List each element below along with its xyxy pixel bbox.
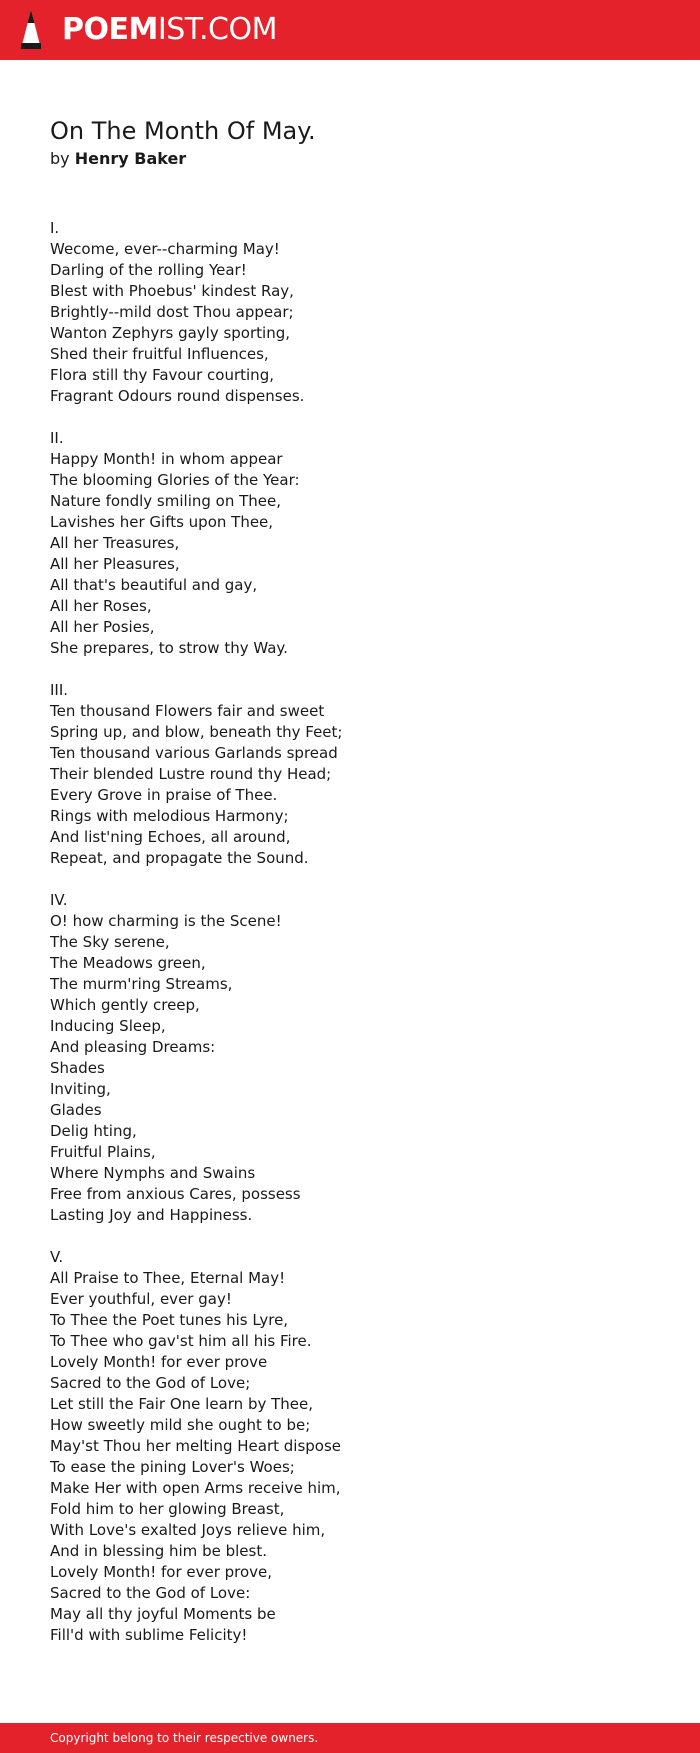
poem-line: To Thee who gav'st him all his Fire. xyxy=(50,1332,312,1350)
poem-line: Spring up, and blow, beneath thy Feet; xyxy=(50,723,343,741)
poem-line: Fold him to her glowing Breast, xyxy=(50,1500,285,1518)
site-logo[interactable] xyxy=(62,13,277,47)
poem-line: O! how charming is the Scene! xyxy=(50,912,282,930)
poem-line: The murm'ring Streams, xyxy=(50,975,233,993)
poem-line: And pleasing Dreams: xyxy=(50,1038,216,1056)
poem-line: Happy Month! in whom appear xyxy=(50,450,283,468)
poem-line: The Sky serene, xyxy=(50,933,170,951)
poem-line: Shades xyxy=(50,1059,105,1077)
poem-line: Fill'd with sublime Felicity! xyxy=(50,1626,248,1644)
poem-line: Ever youthful, ever gay! xyxy=(50,1290,232,1308)
logo-light-text: IST.COM xyxy=(157,12,277,47)
stanza-number: II. xyxy=(50,429,64,447)
poem-stanza xyxy=(50,428,342,659)
logo-bold-text: POEM xyxy=(62,12,158,47)
poem-line: All her Posies, xyxy=(50,618,155,636)
poem-line: Free from anxious Cares, possess xyxy=(50,1185,301,1203)
poem-line: All her Pleasures, xyxy=(50,555,180,573)
stanza-number: V. xyxy=(50,1248,64,1266)
poem-title: On The Month Of May. xyxy=(50,117,316,145)
poem-line: Nature fondly smiling on Thee, xyxy=(50,492,282,510)
byline xyxy=(50,147,186,171)
poem-line: All that's beautiful and gay, xyxy=(50,576,258,594)
poem-line: And list'ning Echoes, all around, xyxy=(50,828,291,846)
poem-line: Shed their fruitful Influences, xyxy=(50,345,269,363)
poem-line: Sacred to the God of Love; xyxy=(50,1374,251,1392)
poem-line: May all thy joyful Moments be xyxy=(50,1605,276,1623)
poem-line: Delig hting, xyxy=(50,1122,137,1140)
poem-line: With Love's exalted Joys relieve him, xyxy=(50,1521,326,1539)
poem-line: Ten thousand Flowers fair and sweet xyxy=(50,702,325,720)
poem-line: Lovely Month! for ever prove, xyxy=(50,1563,273,1581)
poem-line: And in blessing him be blest. xyxy=(50,1542,267,1560)
poem-line: Sacred to the God of Love: xyxy=(50,1584,251,1602)
poem-line: Repeat, and propagate the Sound. xyxy=(50,849,309,867)
poem-line: Lovely Month! for ever prove xyxy=(50,1353,268,1371)
poem-body xyxy=(50,218,342,1646)
poem-line: Inducing Sleep, xyxy=(50,1017,166,1035)
poem-line: May'st Thou her melting Heart dispose xyxy=(50,1437,342,1455)
poem-line: Fruitful Plains, xyxy=(50,1143,156,1161)
poem-line: All her Treasures, xyxy=(50,534,180,552)
poem-line: All her Roses, xyxy=(50,597,152,615)
poem-line: Wecome, ever--charming May! xyxy=(50,240,280,258)
poem-line: Every Grove in praise of Thee. xyxy=(50,786,278,804)
poem-line: Darling of the rolling Year! xyxy=(50,261,247,279)
poem-line: How sweetly mild she ought to be; xyxy=(50,1416,311,1434)
poem-line: Let still the Fair One learn by Thee, xyxy=(50,1395,314,1413)
poem-line: The Meadows green, xyxy=(50,954,206,972)
poem-line: Make Her with open Arms receive him, xyxy=(50,1479,341,1497)
poem-line: All Praise to Thee, Eternal May! xyxy=(50,1269,286,1287)
copyright-text: Copyright belong to their respective owners. xyxy=(50,1731,319,1745)
poem-line: She prepares, to strow thy Way. xyxy=(50,639,288,657)
poem-line: Glades xyxy=(50,1101,102,1119)
poem-line: Their blended Lustre round thy Head; xyxy=(50,765,332,783)
author-name[interactable]: Henry Baker xyxy=(74,149,187,168)
poem-line: To ease the pining Lover's Woes; xyxy=(50,1458,295,1476)
poem-line: The blooming Glories of the Year: xyxy=(50,471,300,489)
pencil-logo-icon[interactable] xyxy=(18,9,44,51)
poem-line: Wanton Zephyrs gayly sporting, xyxy=(50,324,290,342)
poem-line: Lavishes her Gifts upon Thee, xyxy=(50,513,274,531)
poem-line: Flora still thy Favour courting, xyxy=(50,366,274,384)
poem-line: Which gently creep, xyxy=(50,996,200,1014)
stanza-number: III. xyxy=(50,681,69,699)
site-header xyxy=(0,0,700,60)
stanza-number: I. xyxy=(50,219,60,237)
poem-line: Inviting, xyxy=(50,1080,111,1098)
poem-stanza xyxy=(50,218,342,407)
stanza-number: IV. xyxy=(50,891,68,909)
poem-line: Lasting Joy and Happiness. xyxy=(50,1206,253,1224)
poem-line: Fragrant Odours round dispenses. xyxy=(50,387,305,405)
poem-stanza xyxy=(50,890,342,1226)
poem-stanza xyxy=(50,1247,342,1646)
poem-line: Rings with melodious Harmony; xyxy=(50,807,289,825)
poem-line: Brightly--mild dost Thou appear; xyxy=(50,303,294,321)
poem-line: Blest with Phoebus' kindest Ray, xyxy=(50,282,294,300)
poem-line: To Thee the Poet tunes his Lyre, xyxy=(50,1311,289,1329)
poem-stanza xyxy=(50,680,342,869)
poem-line: Where Nymphs and Swains xyxy=(50,1164,256,1182)
by-label: by xyxy=(50,149,70,168)
poem-line: Ten thousand various Garlands spread xyxy=(50,744,338,762)
site-footer xyxy=(0,1723,700,1753)
